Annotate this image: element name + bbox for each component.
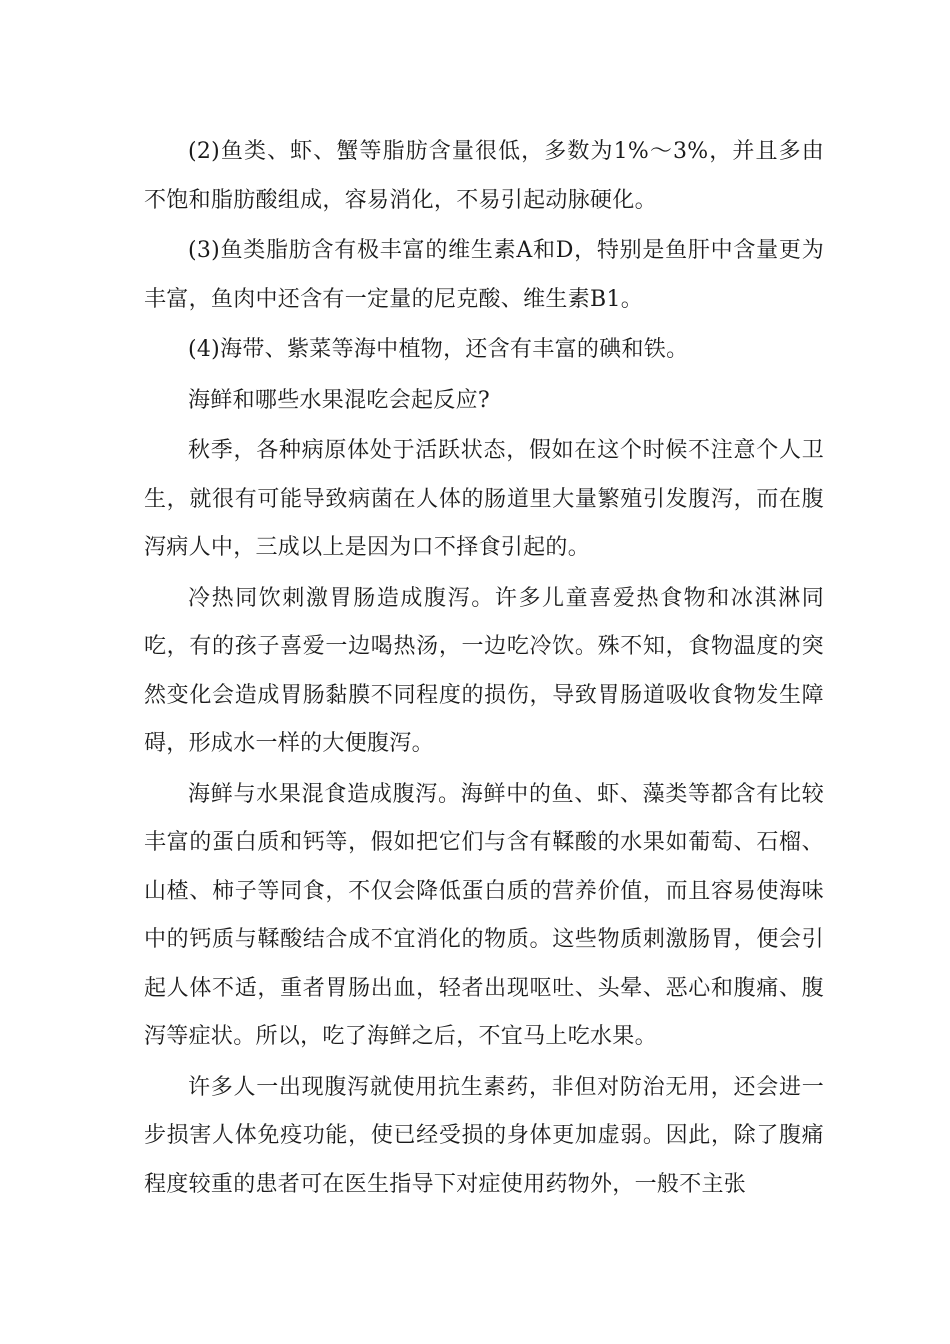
paragraph-seaweed-minerals: (4)海带、紫菜等海中植物，还含有丰富的碘和铁。: [188, 337, 689, 362]
document-body: [144, 128, 824, 1211]
paragraph-fish-vitamins: (3)鱼类脂肪含有极丰富的维生素A和D，特别是鱼肝中含量更为丰富，鱼肉中还含有一定量的尼克酸、维生素B1。: [144, 238, 824, 312]
paragraph-fish-fat-content: (2)鱼类、虾、蟹等脂肪含量很低，多数为1%～3%，并且多由不饱和脂肪酸组成，容易消化，不易引起动脉硬化。: [144, 139, 824, 213]
paragraph-seafood-fruit-diarrhea: 海鲜与水果混食造成腹泻。海鲜中的鱼、虾、藻类等都含有比较丰富的蛋白质和钙等，假如把它们与含有鞣酸的水果如葡萄、石榴、山楂、柿子等同食，不仅会降低蛋白质的营养价值，而且容易使海味中的钙质与鞣酸结合成不宜消化的物质。这些物质刺激肠胃，便会引起人体不适，重者胃肠出血，轻者出现呕吐、头晕、恶心和腹痛、腹泻等症状。所以，吃了海鲜之后，不宜马上吃水果。: [144, 781, 824, 1049]
paragraph-autumn-hygiene: 秋季，各种病原体处于活跃状态，假如在这个时候不注意个人卫生，就很有可能导致病菌在人体的肠道里大量繁殖引发腹泻，而在腹泻病人中，三成以上是因为口不择食引起的。: [144, 438, 824, 560]
paragraph-hot-cold-diarrhea: 冷热同饮刺激胃肠造成腹泻。许多儿童喜爱热食物和冰淇淋同吃，有的孩子喜爱一边喝热汤，一边吃冷饮。殊不知，食物温度的突然变化会造成胃肠黏膜不同程度的损伤，导致胃肠道吸收食物发生障碍，形成水一样的大便腹泻。: [144, 585, 824, 756]
section-heading-seafood-fruit: 海鲜和哪些水果混吃会起反应?: [188, 387, 490, 413]
paragraph-antibiotics: 许多人一出现腹泻就使用抗生素药，非但对防治无用，还会进一步损害人体免疫功能，使已经受损的身体更加虚弱。因此，除了腹痛程度较重的患者可在医生指导下对症使用药物外，一般不主张: [144, 1074, 824, 1197]
